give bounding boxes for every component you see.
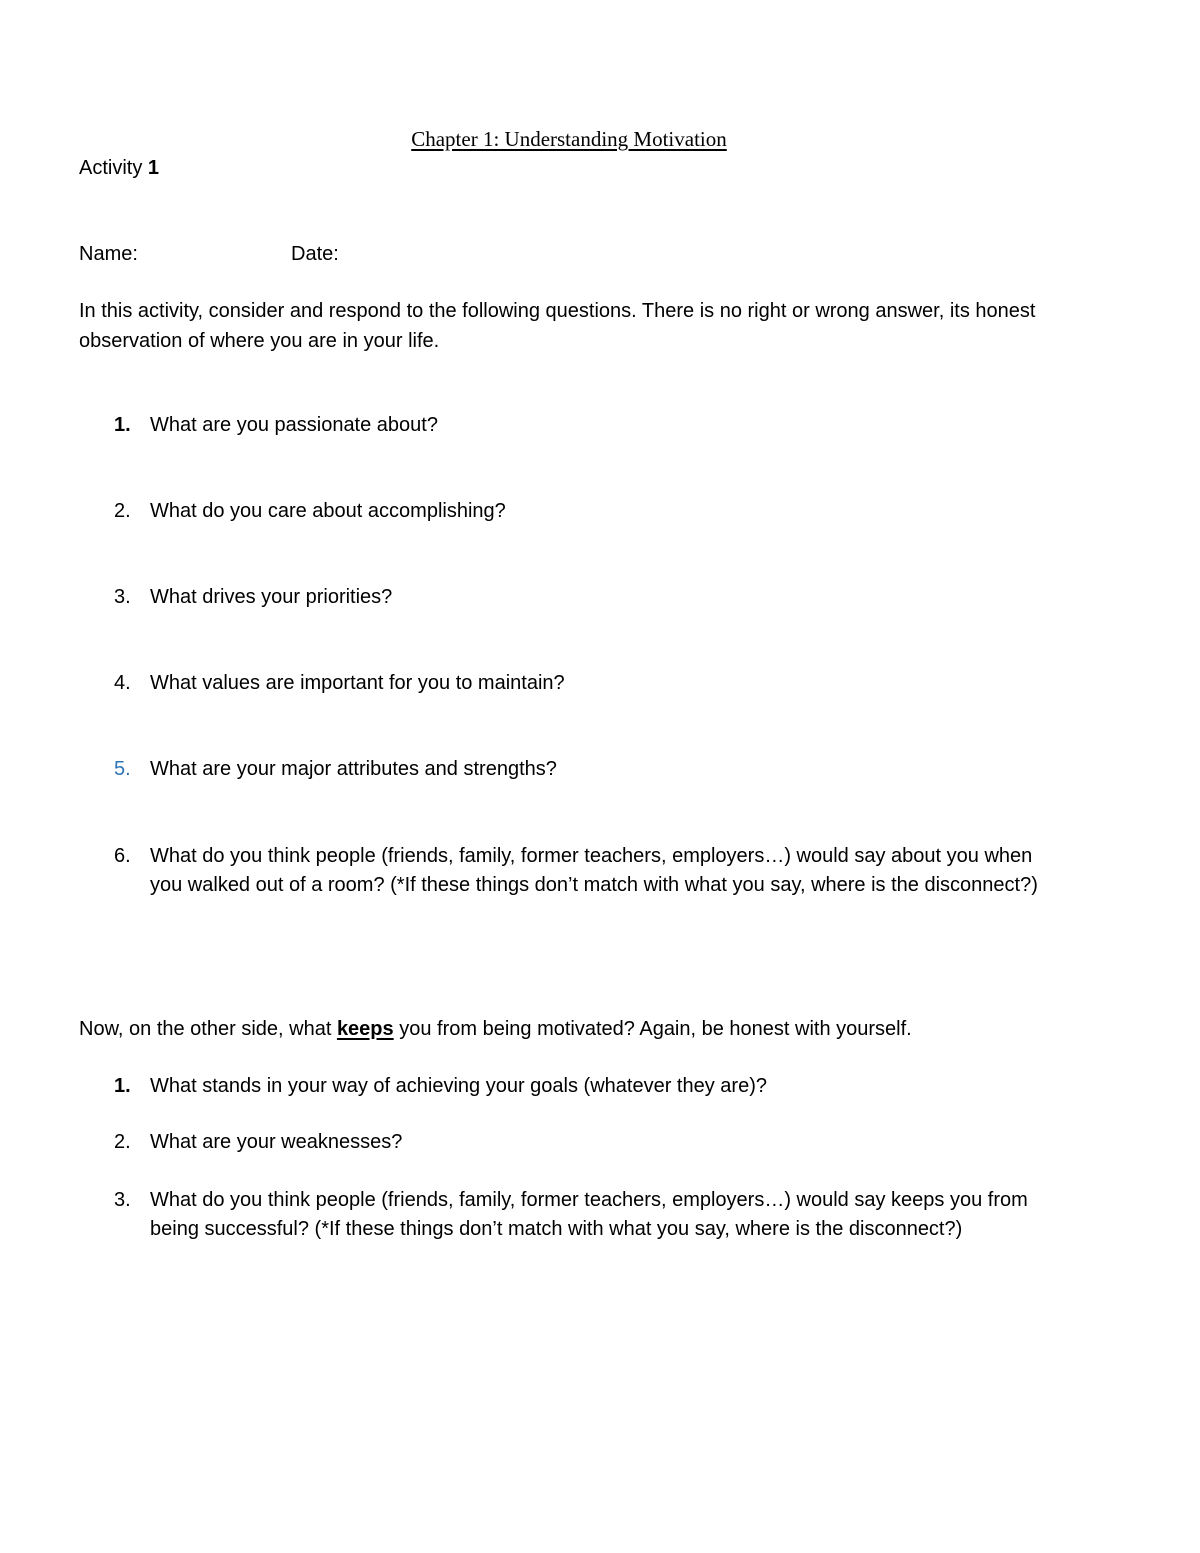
activity-heading: [79, 154, 159, 183]
intro-paragraph: In this activity, consider and respond to the following questions. There is no right or wrong answer, its honest observation of where you are in your life.: [79, 300, 1036, 352]
list-number: 5.: [114, 758, 131, 780]
motivation-obstacles-intro: [79, 1015, 912, 1044]
question-text: What do you think people (friends, family, former teachers, employers…) would say about you when you walked out of a room? (*If these things don’t match with what you say, where is the disconnect?): [150, 845, 1038, 896]
now-line-before: Now, on the other side, what: [79, 1018, 337, 1040]
activity-label: Activity: [79, 157, 143, 179]
question-text: What are your weaknesses?: [150, 1131, 403, 1153]
now-line-after: you from being motivated? Again, be honest with yourself.: [393, 1018, 912, 1040]
list-number: 3.: [114, 1189, 131, 1211]
list-number: 1.: [114, 1075, 131, 1097]
question-text: What are your major attributes and strengths?: [150, 758, 557, 780]
question-text: What are you passionate about?: [150, 414, 438, 436]
date-label: Date:: [291, 243, 339, 265]
question-text: What drives your priorities?: [150, 586, 393, 608]
list-number: 6.: [114, 845, 131, 867]
now-line-emphasis: keeps: [336, 1018, 394, 1040]
question-text: What do you think people (friends, family, former teachers, employers…) would say keeps you from being successful? (*If these things don’t match with what you say, where is the disconnect?): [150, 1189, 1028, 1240]
activity-number: 1: [147, 157, 160, 179]
list-number: 2.: [114, 1131, 131, 1153]
question-text: What do you care about accomplishing?: [150, 500, 506, 522]
question-text: What values are important for you to maintain?: [150, 672, 565, 694]
list-number: 2.: [114, 500, 131, 522]
question-text: What stands in your way of achieving your goals (whatever they are)?: [150, 1075, 767, 1097]
name-label: Name:: [79, 243, 138, 265]
list-number: 1.: [114, 414, 131, 436]
list-number: 4.: [114, 672, 131, 694]
page-title: Chapter 1: Understanding Motivation: [411, 127, 727, 151]
list-number: 3.: [114, 586, 131, 608]
